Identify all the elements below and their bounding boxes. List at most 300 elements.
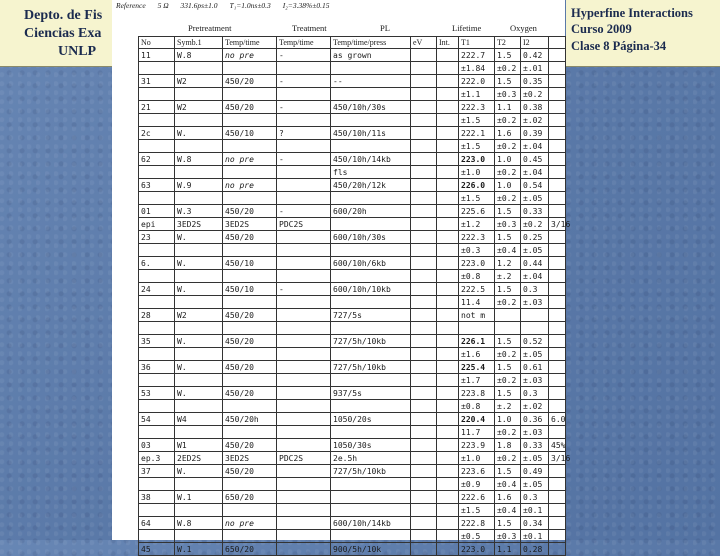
table-cell <box>175 62 223 75</box>
table-cell <box>437 127 459 140</box>
table-cell <box>277 231 331 244</box>
table-cell: 63 <box>139 179 175 192</box>
table-cell <box>277 426 331 439</box>
table-cell <box>411 244 437 257</box>
table-cell: 220.4 <box>459 413 495 426</box>
table-cell <box>277 413 331 426</box>
table-cell <box>139 374 175 387</box>
table-cell <box>223 62 277 75</box>
table-cell: 727/5h/10kb <box>331 361 411 374</box>
table-cell <box>139 62 175 75</box>
table-cell <box>223 478 277 491</box>
table-cell <box>549 114 566 127</box>
table-cell <box>549 270 566 283</box>
table-cell <box>411 270 437 283</box>
table-row <box>139 231 566 244</box>
table-cell: 1.0 <box>495 179 521 192</box>
table-row <box>139 309 566 322</box>
table-cell: 45% <box>549 439 566 452</box>
table-cell <box>411 322 437 335</box>
table-cell: ±0.2 <box>521 218 549 231</box>
table-cell: 1.1 <box>495 101 521 114</box>
table-cell: ±1.5 <box>459 114 495 127</box>
table-cell <box>223 114 277 127</box>
category-pretreatment: Pretreatment <box>188 23 232 33</box>
column-header: I2 <box>521 37 549 49</box>
table-cell: 3/16 <box>549 218 566 231</box>
table-row <box>139 348 566 361</box>
table-row <box>139 335 566 348</box>
column-header: Int. <box>437 37 459 49</box>
table-cell: 450/20 <box>223 101 277 114</box>
table-cell <box>139 426 175 439</box>
table-cell <box>549 543 566 556</box>
table-cell <box>411 335 437 348</box>
table-cell: 1.5 <box>495 283 521 296</box>
table-cell: 2ED2S <box>175 452 223 465</box>
table-cell: W. <box>175 465 223 478</box>
table-cell: 226.0 <box>459 179 495 192</box>
table-cell: 0.3 <box>521 491 549 504</box>
table-row <box>139 361 566 374</box>
table-cell <box>437 75 459 88</box>
table-cell: 222.1 <box>459 127 495 140</box>
reference-t1: T₁=1.0ns±0.3 <box>229 1 271 10</box>
table-cell: 937/5s <box>331 387 411 400</box>
table-cell: 1.5 <box>495 205 521 218</box>
table-cell: 2c <box>139 127 175 140</box>
table-cell: 222.5 <box>459 283 495 296</box>
table-cell: 222.7 <box>459 49 495 62</box>
table-cell <box>175 400 223 413</box>
table-cell: 223.6 <box>459 465 495 478</box>
table-cell <box>411 205 437 218</box>
column-header: Symb.1 <box>175 37 223 49</box>
table-cell <box>437 400 459 413</box>
table-cell: W2 <box>175 309 223 322</box>
table-cell <box>139 530 175 543</box>
table-cell <box>437 335 459 348</box>
table-cell <box>139 478 175 491</box>
table-cell: ±0.2 <box>495 348 521 361</box>
table-cell: 1.5 <box>495 361 521 374</box>
table-cell: W.3 <box>175 205 223 218</box>
table-cell: ±0.1 <box>521 530 549 543</box>
table-cell: 0.35 <box>521 75 549 88</box>
table-cell: 1050/30s <box>331 439 411 452</box>
table-row <box>139 426 566 439</box>
table-cell <box>223 322 277 335</box>
table-cell: 225.4 <box>459 361 495 374</box>
table-cell <box>521 322 549 335</box>
table-cell: ±1.1 <box>459 88 495 101</box>
table-cell: 223.0 <box>459 257 495 270</box>
table-cell: 0.28 <box>521 543 549 556</box>
table-cell <box>331 478 411 491</box>
table-cell <box>223 348 277 361</box>
table-cell <box>139 244 175 257</box>
table-cell: ±.05 <box>521 452 549 465</box>
header-left-panel <box>0 0 115 67</box>
column-header: Temp/time <box>223 37 277 49</box>
table-row <box>139 530 566 543</box>
table-cell <box>411 309 437 322</box>
table-cell <box>437 218 459 231</box>
table-cell <box>549 400 566 413</box>
table-cell: 0.44 <box>521 257 549 270</box>
table-cell <box>459 322 495 335</box>
table-cell <box>411 517 437 530</box>
table-cell <box>277 244 331 257</box>
table-cell <box>495 322 521 335</box>
category-pl: PL <box>380 23 390 33</box>
table-cell <box>277 361 331 374</box>
table-cell: ±0.2 <box>495 374 521 387</box>
table-cell: PDC2S <box>277 452 331 465</box>
table-cell: ±.04 <box>521 140 549 153</box>
table-cell <box>331 244 411 257</box>
table-cell: 23 <box>139 231 175 244</box>
table-cell: 37 <box>139 465 175 478</box>
table-cell: 0.39 <box>521 127 549 140</box>
table-cell <box>331 296 411 309</box>
table-cell <box>223 192 277 205</box>
table-cell <box>411 400 437 413</box>
table-cell: W. <box>175 387 223 400</box>
table-cell <box>223 88 277 101</box>
table-cell: 0.61 <box>521 361 549 374</box>
table-cell <box>277 322 331 335</box>
table-cell <box>175 244 223 257</box>
table-cell <box>549 465 566 478</box>
table-cell <box>223 504 277 517</box>
table-cell: 62 <box>139 153 175 166</box>
table-cell: W2 <box>175 101 223 114</box>
table-cell: ±.04 <box>521 270 549 283</box>
table-cell: 28 <box>139 309 175 322</box>
table-cell <box>139 400 175 413</box>
table-cell <box>549 192 566 205</box>
reference-resistance: 5 Ω <box>157 1 169 10</box>
scanned-table-document <box>112 0 571 554</box>
table-row <box>139 322 566 335</box>
table-cell <box>437 348 459 361</box>
table-cell: 64 <box>139 517 175 530</box>
table-cell: ±0.8 <box>459 270 495 283</box>
table-cell: 450/10h/30s <box>331 101 411 114</box>
table-cell: not m <box>459 309 495 322</box>
table-cell: 24 <box>139 283 175 296</box>
course-title: Hyperfine Interactions <box>571 6 693 20</box>
table-cell <box>331 88 411 101</box>
table-cell: ±1.5 <box>459 140 495 153</box>
table-cell <box>549 231 566 244</box>
table-cell: 600/10h/10kb <box>331 283 411 296</box>
table-row <box>139 439 566 452</box>
table-cell <box>277 543 331 556</box>
table-cell: 0.25 <box>521 231 549 244</box>
table-cell <box>437 179 459 192</box>
table-cell: W.1 <box>175 491 223 504</box>
table-cell <box>277 504 331 517</box>
table-cell <box>549 101 566 114</box>
table-row <box>139 49 566 62</box>
table-cell: 1.5 <box>495 517 521 530</box>
table-cell: ±0.2 <box>521 88 549 101</box>
table-cell <box>175 140 223 153</box>
table-cell <box>411 179 437 192</box>
table-cell <box>277 374 331 387</box>
table-cell <box>175 270 223 283</box>
table-cell: 450/20 <box>223 465 277 478</box>
table-cell: 54 <box>139 413 175 426</box>
table-cell <box>437 322 459 335</box>
table-cell: 450/20 <box>223 231 277 244</box>
table-cell: W.8 <box>175 153 223 166</box>
table-cell <box>437 439 459 452</box>
header-row <box>139 37 566 49</box>
table-cell: 3ED2S <box>175 218 223 231</box>
table-cell <box>437 374 459 387</box>
table-cell: - <box>277 153 331 166</box>
table-cell <box>437 387 459 400</box>
table-cell <box>277 179 331 192</box>
table-cell: 450/20 <box>223 439 277 452</box>
table-cell <box>277 491 331 504</box>
table-cell: 450/20 <box>223 205 277 218</box>
table-cell: 0.54 <box>521 179 549 192</box>
table-cell <box>277 62 331 75</box>
table-cell: 1.1 <box>495 543 521 556</box>
table-cell: 1.0 <box>495 153 521 166</box>
table-cell: - <box>277 283 331 296</box>
table-cell: - <box>277 75 331 88</box>
table-cell <box>175 530 223 543</box>
table-cell: 226.1 <box>459 335 495 348</box>
table-cell <box>175 322 223 335</box>
table-cell <box>139 322 175 335</box>
table-row <box>139 140 566 153</box>
table-cell <box>437 413 459 426</box>
table-cell <box>411 504 437 517</box>
table-cell: ±.05 <box>521 192 549 205</box>
table-cell <box>549 322 566 335</box>
table-cell <box>223 400 277 413</box>
table-cell: 11.7 <box>459 426 495 439</box>
table-cell: ±0.2 <box>495 62 521 75</box>
table-cell <box>437 231 459 244</box>
table-cell <box>549 62 566 75</box>
table-cell <box>411 296 437 309</box>
table-cell <box>223 244 277 257</box>
table-cell <box>549 75 566 88</box>
table-cell <box>549 335 566 348</box>
table-cell <box>549 127 566 140</box>
table-cell <box>437 88 459 101</box>
table-row <box>139 270 566 283</box>
table-cell <box>437 114 459 127</box>
table-cell: 0.42 <box>521 49 549 62</box>
university-text: UNLP <box>58 44 97 59</box>
table-cell: 450/20h <box>223 413 277 426</box>
table-cell <box>437 465 459 478</box>
reference-lifetime: 331.6ps±1.0 <box>180 1 218 10</box>
table-cell <box>331 114 411 127</box>
table-cell: 0.3 <box>521 387 549 400</box>
table-cell <box>331 530 411 543</box>
table-cell: ±1.0 <box>459 166 495 179</box>
table-cell: ±.05 <box>521 348 549 361</box>
table-cell <box>437 140 459 153</box>
table-cell: 1.0 <box>495 413 521 426</box>
table-cell: 0.49 <box>521 465 549 478</box>
table-row <box>139 88 566 101</box>
table-cell <box>277 88 331 101</box>
table-cell: 223.0 <box>459 153 495 166</box>
table-cell <box>139 270 175 283</box>
table-cell: ±.2 <box>495 400 521 413</box>
table-cell: no pre <box>223 517 277 530</box>
table-cell: 03 <box>139 439 175 452</box>
table-cell <box>139 192 175 205</box>
table-cell <box>175 478 223 491</box>
table-cell <box>549 348 566 361</box>
table-cell <box>411 426 437 439</box>
table-cell <box>277 257 331 270</box>
table-cell <box>411 491 437 504</box>
table-cell: ±1.5 <box>459 192 495 205</box>
table-cell: ±0.1 <box>521 504 549 517</box>
table-cell <box>549 49 566 62</box>
table-cell: ±1.7 <box>459 374 495 387</box>
table-cell <box>411 140 437 153</box>
table-cell: ±.05 <box>521 478 549 491</box>
table-cell <box>331 270 411 283</box>
table-cell <box>331 504 411 517</box>
table-cell <box>277 270 331 283</box>
table-cell <box>411 439 437 452</box>
table-cell <box>411 257 437 270</box>
table-cell <box>437 49 459 62</box>
table-cell <box>437 153 459 166</box>
table-cell <box>411 283 437 296</box>
table-cell <box>437 478 459 491</box>
table-row <box>139 387 566 400</box>
table-cell <box>549 283 566 296</box>
table-cell: 1.5 <box>495 231 521 244</box>
table-cell <box>223 374 277 387</box>
table-cell <box>175 88 223 101</box>
table-cell: 600/20h <box>331 205 411 218</box>
column-header: Temp/time/press <box>331 37 411 49</box>
table-cell: ±0.4 <box>495 478 521 491</box>
table-cell: no pre <box>223 179 277 192</box>
table-cell: no pre <box>223 49 277 62</box>
table-cell <box>277 439 331 452</box>
table-cell: ±.04 <box>521 166 549 179</box>
table-cell: 1.8 <box>495 439 521 452</box>
class-page: Clase 8 Página-34 <box>571 39 667 53</box>
table-row <box>139 452 566 465</box>
table-cell: W. <box>175 283 223 296</box>
table-cell: -- <box>331 75 411 88</box>
table-cell: W1 <box>175 439 223 452</box>
dept-text: Depto. de Fis <box>24 8 103 23</box>
table-cell: ±.02 <box>521 114 549 127</box>
table-cell: 1.5 <box>495 335 521 348</box>
table-cell: PDC2S <box>277 218 331 231</box>
table-cell <box>549 244 566 257</box>
table-cell: ±1.0 <box>459 452 495 465</box>
table-row <box>139 114 566 127</box>
table-cell: 1.5 <box>495 387 521 400</box>
table-cell <box>331 426 411 439</box>
table-cell: 11.4 <box>459 296 495 309</box>
table-cell: 600/10h/14kb <box>331 517 411 530</box>
table-cell: 225.6 <box>459 205 495 218</box>
table-cell: 222.8 <box>459 517 495 530</box>
table-row <box>139 153 566 166</box>
table-cell: W4 <box>175 413 223 426</box>
table-cell: 3ED2S <box>223 452 277 465</box>
table-cell <box>331 322 411 335</box>
table-cell <box>411 127 437 140</box>
table-cell: 222.6 <box>459 491 495 504</box>
table-row <box>139 296 566 309</box>
table-row <box>139 179 566 192</box>
table-cell: 21 <box>139 101 175 114</box>
table-cell <box>175 504 223 517</box>
table-row <box>139 257 566 270</box>
table-cell <box>411 101 437 114</box>
table-cell <box>411 218 437 231</box>
table-cell: 0.33 <box>521 205 549 218</box>
table-cell: 0.33 <box>521 439 549 452</box>
table-cell: ±0.3 <box>495 218 521 231</box>
header-right-panel <box>566 0 720 67</box>
table-cell: W. <box>175 257 223 270</box>
table-cell <box>139 348 175 361</box>
table-cell: 1050/20s <box>331 413 411 426</box>
table-cell <box>331 192 411 205</box>
table-cell: - <box>277 101 331 114</box>
table-cell <box>331 491 411 504</box>
table-cell <box>437 491 459 504</box>
table-cell: 45 <box>139 543 175 556</box>
table-cell: ±1.84 <box>459 62 495 75</box>
table-cell: - <box>277 205 331 218</box>
table-cell <box>437 205 459 218</box>
table-cell <box>175 114 223 127</box>
table-cell <box>411 114 437 127</box>
table-cell <box>549 374 566 387</box>
table-cell <box>277 166 331 179</box>
table-cell <box>437 192 459 205</box>
table-cell: ±0.9 <box>459 478 495 491</box>
table-row <box>139 543 566 556</box>
table-cell <box>411 465 437 478</box>
table-row <box>139 244 566 257</box>
table-cell: ±0.2 <box>495 114 521 127</box>
table-cell <box>437 361 459 374</box>
table-cell <box>549 517 566 530</box>
data-table <box>138 36 571 556</box>
table-cell: ±0.8 <box>459 400 495 413</box>
table-cell <box>549 530 566 543</box>
table-cell <box>437 283 459 296</box>
table-cell: 35 <box>139 335 175 348</box>
column-header: eV <box>411 37 437 49</box>
